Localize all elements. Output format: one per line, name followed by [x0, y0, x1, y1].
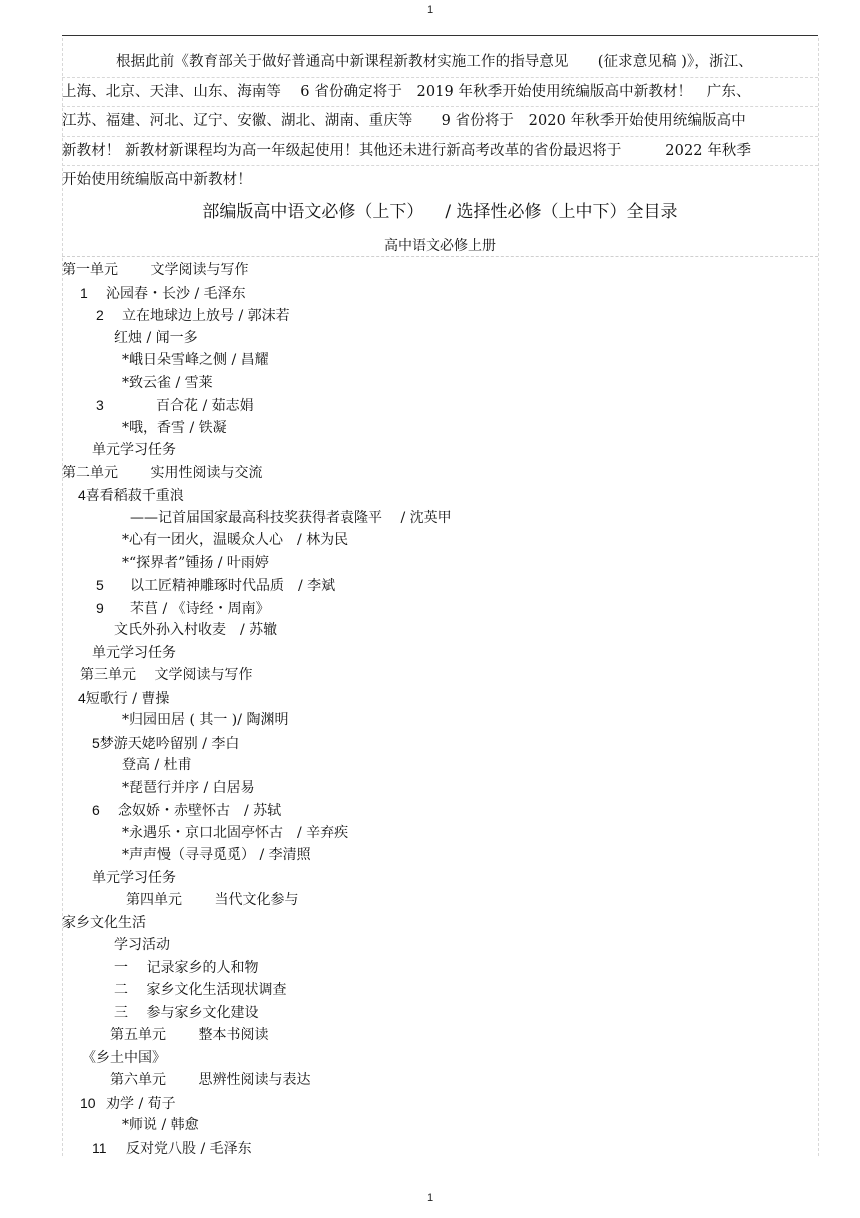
toc-entry-text: 百合花 / 茹志娟: [156, 398, 254, 414]
toc-entry: [92, 868, 176, 888]
toc-entry-text: 立在地球边上放号 / 郭沫若: [122, 308, 290, 324]
toc-entry-text: *归园田居 ( 其一 )/ 陶渊明: [122, 712, 289, 728]
toc-entry: [122, 350, 269, 370]
toc-entry-text: 登高 / 杜甫: [122, 757, 192, 773]
toc-entry: [122, 710, 288, 730]
toc-entry-text: 第五单元 整本书阅读: [110, 1027, 269, 1043]
toc-entry-text: 学习活动: [114, 937, 170, 953]
toc-entry: [96, 598, 270, 619]
toc-entry: [110, 1025, 268, 1045]
toc-entry-text: 梦游天姥吟留别 / 李白: [99, 735, 240, 752]
toc-entry: [62, 260, 248, 280]
toc-entry: [92, 643, 176, 663]
toc-entry: [122, 418, 227, 438]
toc-entry-text: 反对党八股 / 毛泽东: [126, 1140, 252, 1157]
toc-entry-number: 11: [92, 1139, 107, 1156]
toc-entry: [80, 665, 252, 685]
toc-entry: [122, 373, 213, 393]
toc-entry: [110, 1070, 310, 1090]
page-number-bottom: 1: [426, 1192, 434, 1204]
toc-entry: [114, 958, 258, 978]
toc-entry: [96, 305, 290, 326]
toc-entry-number: 2: [96, 307, 104, 323]
toc-entry-text: 芣苢 / 《诗经・周南》: [130, 600, 270, 617]
toc-entry: [122, 755, 192, 775]
toc-entry-number: 9: [96, 599, 104, 616]
toc-entry-text: 劝学 / 荀子: [106, 1095, 176, 1112]
toc-entry: [92, 800, 281, 821]
toc-entry-text: 单元学习任务: [92, 644, 176, 661]
toc-entry-text: 第一单元 文学阅读与写作: [62, 262, 249, 278]
toc-entry-number: 3: [96, 397, 104, 413]
toc-entry: [122, 1115, 199, 1135]
toc-entry-text: 二 家乡文化生活现状调查: [114, 982, 287, 998]
page-number-top: 1: [426, 4, 434, 16]
toc-entry: [114, 935, 170, 955]
main-title-left: 部编版高中语文必修（上下）: [202, 202, 424, 222]
toc-entry: [80, 1093, 176, 1114]
toc-entry: [126, 890, 298, 910]
toc-entry-number: 5: [96, 577, 104, 593]
intro-line: 江苏、福建、河北、辽宁、安徽、湖北、湖南、重庆等 9 省份将于 2020 年秋季开始使用统编版高中: [62, 107, 818, 137]
toc-entry-text: 一 记录家乡的人和物: [114, 959, 259, 976]
toc-entry: [78, 688, 169, 709]
toc-entry-text: 沁园春・长沙 / 毛泽东: [106, 285, 246, 302]
toc-entry-text: ——记首届国家最高科技奖获得者袁隆平 / 沈英甲: [130, 509, 452, 526]
toc-entry-number: 1: [80, 284, 88, 301]
toc-entry: [96, 395, 254, 416]
toc-entry-text: 短歌行 / 曹操: [85, 690, 170, 707]
toc-entry: [62, 913, 146, 933]
toc-entry-text: *哦，香雪 / 铁凝: [122, 419, 227, 436]
toc-entry-text: 念奴娇・赤壁怀古 / 苏轼: [118, 803, 282, 819]
toc-entry-number: 5: [92, 734, 100, 751]
toc-entry-text: *峨日朵雪峰之侧 / 昌耀: [122, 352, 269, 368]
toc-entry: [92, 1138, 252, 1159]
toc-entry: [114, 1003, 258, 1023]
toc-entry-text: 单元学习任务: [92, 869, 176, 886]
toc-entry-text: *“探界者”锺扬 / 叶雨婷: [122, 554, 269, 571]
main-title-right: / 选择性必修（上中下）全目录: [445, 202, 678, 222]
toc-entry: [122, 845, 311, 865]
toc-entry-text: 第三单元 文学阅读与写作: [80, 667, 253, 683]
toc-entry: [92, 440, 176, 460]
toc-entry-number: 6: [92, 802, 100, 818]
toc-entry-number: 4: [78, 689, 86, 706]
toc-entry-text: *琵琶行并序 / 白居易: [122, 779, 255, 796]
intro-line: 上海、北京、天津、山东、海南等 6 省份确定将于 2019 年秋季开始使用统编版高中新教材！ 广东、: [62, 78, 818, 108]
toc-entry: [80, 283, 246, 304]
intro-line: 开始使用统编版高中新教材！: [62, 172, 252, 189]
toc-entry-text: 喜看稻菽千重浪: [85, 488, 184, 504]
toc-entry: [122, 778, 255, 798]
toc-entry-number: 4: [78, 487, 86, 503]
toc-entry-number: 10: [80, 1094, 96, 1111]
toc-entry-text: 文氏外孙入村收麦 / 苏辙: [114, 622, 278, 638]
toc-entry-text: *心有一团火，温暖众人心 / 林为民: [122, 532, 349, 548]
toc-entry-text: *致云雀 / 雪莱: [122, 374, 213, 391]
toc-entry-text: *师说 / 韩愈: [122, 1117, 199, 1133]
toc-entry-text: 单元学习任务: [92, 442, 176, 458]
toc-entry: [114, 980, 286, 1000]
toc-entry: [82, 1048, 166, 1068]
toc-entry-text: 第六单元 思辨性阅读与表达: [110, 1072, 311, 1088]
toc-entry: [122, 823, 348, 843]
toc-entry-text: 第四单元 当代文化参与: [126, 892, 299, 908]
toc-entry: [92, 733, 239, 754]
toc-entry-text: *声声慢（寻寻觅觅） / 李清照: [122, 847, 311, 863]
toc-entry-text: 《乡土中国》: [82, 1049, 166, 1066]
toc-entry-text: 第二单元 实用性阅读与交流: [62, 464, 263, 481]
toc-entry: [78, 485, 184, 506]
toc-entry: [96, 575, 335, 596]
toc-entry: [122, 553, 269, 573]
toc-entry-text: *永遇乐・京口北固亭怀古 / 辛弃疾: [122, 824, 349, 841]
toc-entry-text: 红烛 / 闻一多: [114, 329, 198, 346]
toc-entry: [122, 530, 348, 550]
intro-line: 根据此前《教育部关于做好普通高中新课程新教材实施工作的指导意见 (征求意见稿 )》，浙江、: [62, 48, 818, 78]
intro-line: 新教材！ 新教材新课程均为高一年级起使用！其他还未进行新高考改革的省份最迟将于 2022 年秋季: [62, 137, 818, 167]
toc-entry: [114, 328, 198, 348]
toc-entry-text: 三 参与家乡文化建设: [114, 1004, 259, 1021]
toc-entry-text: 家乡文化生活: [62, 914, 146, 931]
toc-entry: [114, 620, 277, 640]
toc-entry: [62, 463, 262, 483]
sub-title: 高中语文必修上册: [384, 238, 496, 254]
toc-entry: [130, 508, 452, 528]
toc-entry-text: 以工匠精神雕琢时代品质 / 李斌: [130, 578, 336, 594]
